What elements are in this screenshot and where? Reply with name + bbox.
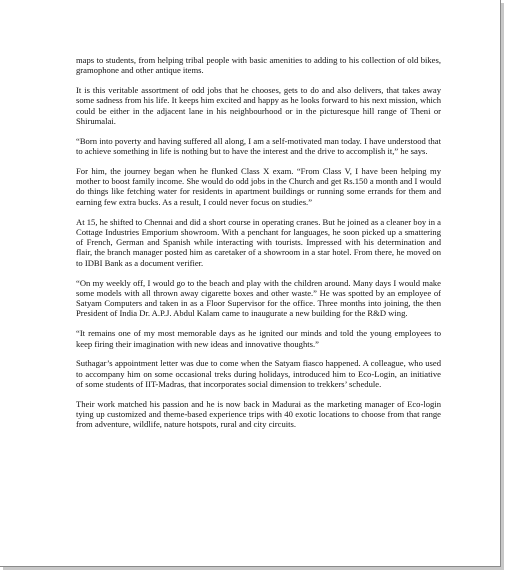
- paragraph-3: “Born into poverty and having suffered all along, I am a self-motivated man today. I have understood that to achieve something in life is nothing but to have the interest and the drive to accomplish it,” he says.: [76, 135, 441, 157]
- paragraph-4: For him, the journey began when he flunked Class X exam. “From Class V, I have been helping my mother to boost family income. She would do odd jobs in the Church and get Rs.150 a month and I would do things like fetching water for residents in apartment buildings or running some errands for them and earning few extra bucks. As a result, I could never focus on studies.”: [76, 165, 441, 207]
- paragraph-2: It is this veritable assortment of odd jobs that he chooses, gets to do and also delivers, that takes away some sadness from his life. It keeps him excited and happy as he looks forward to his next mission, which could be either in the adjacent lane in his neighbourhood or in the picturesque hill range of Theni or Shirumalai.: [76, 85, 441, 126]
- paragraph-5: At 15, he shifted to Chennai and did a short course in operating cranes. But he joined as a cleaner boy in a Cottage Industries Emporium showroom. With a penchant for languages, he soon picked up a smattering of French, German and Spanish while interacting with tourists. Impressed with his determination and flair, the branch manager posted him as caretaker of a showroom in a star hotel. From there, he moved on to IDBI Bank as a document verifier.: [76, 216, 441, 268]
- paragraph-7: “It remains one of my most memorable days as he ignited our minds and told the young employees to keep firing their imagination with new ideas and innovative thoughts.”: [76, 328, 441, 349]
- paragraph-1: maps to students, from helping tribal people with basic amenities to adding to his collection of old bikes, gramophone and other antique items.: [76, 55, 441, 76]
- paragraph-9: Their work matched his passion and he is now back in Madurai as the marketing manager of Eco-login tying up customized and theme-based experience trips with 40 exotic locations to choose from that range from adventure, wildlife, nature hotspots, rural and city circuits.: [76, 398, 441, 430]
- paragraph-6: “On my weekly off, I would go to the beach and play with the children around. Many days I would make some models with all thrown away cigarette boxes and other waste.” He was spotted by an employee of Satyam Computers and taken in as a Floor Supervisor for the office. Three months into joining, the then President of India Dr. A.P.J. Abdul Kalam came to inaugurate a new building for the R&D wing.: [76, 277, 441, 319]
- document-body: [76, 55, 441, 439]
- paragraph-8: Suthagar’s appointment letter was due to come when the Satyam fiasco happened. A colleague, who used to accompany him on some occasional treks during holidays, introduced him to Eco-Login, an initiative of some students of IIT-Madras, that incorporates social dimension to trekkers’ schedule.: [76, 358, 441, 389]
